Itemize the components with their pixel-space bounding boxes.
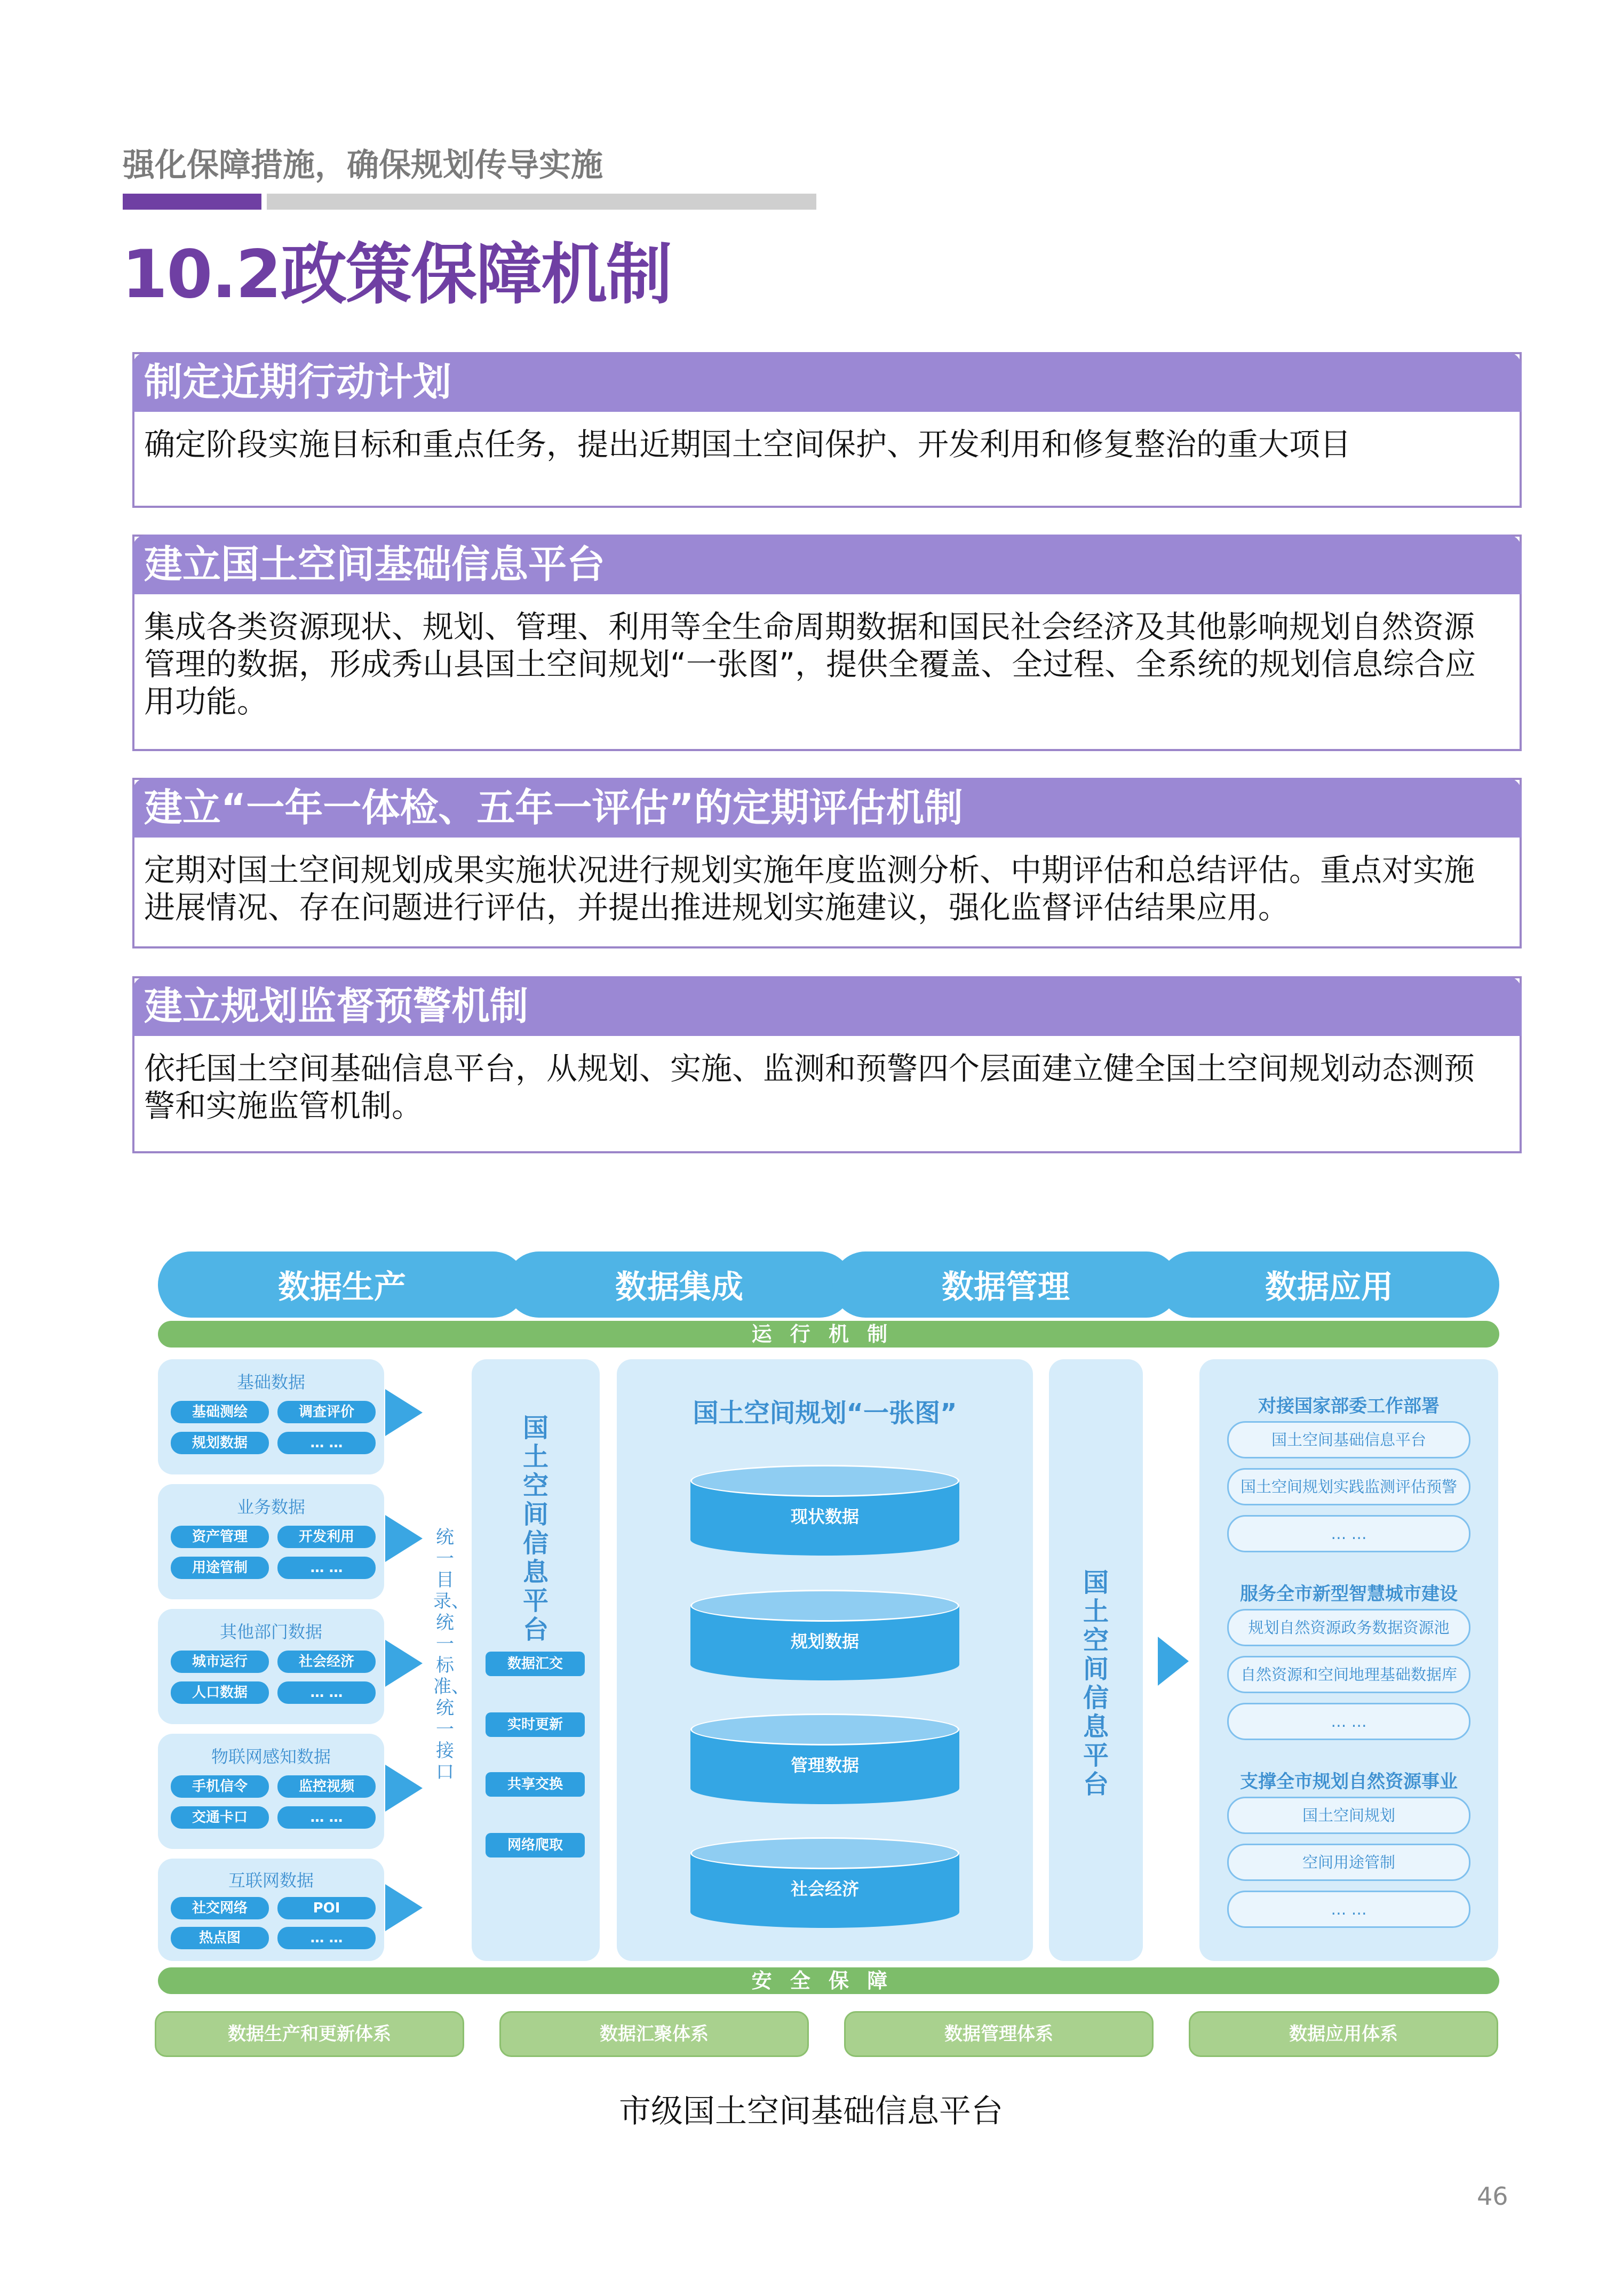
source-item: 社会经济 — [277, 1651, 376, 1673]
policy-title: 建立“一年一体检、五年一评估”的定期评估机制 — [132, 778, 1522, 838]
policy-box — [132, 535, 1522, 751]
source-title: 基础数据 — [236, 1372, 305, 1392]
page-number: 46 — [1477, 2182, 1508, 2211]
section-kicker: 强化保障措施，确保规划传导实施 — [123, 147, 603, 184]
source-item: 城市运行 — [171, 1651, 269, 1673]
source-item: 监控视频 — [277, 1775, 376, 1798]
source-item: 交通卡口 — [171, 1806, 269, 1829]
security-bar: 安全保障 — [158, 1967, 1499, 1994]
divider-bar — [267, 194, 816, 210]
system-box: 数据管理体系 — [844, 2011, 1154, 2057]
source-item: 社交网络 — [171, 1897, 269, 1919]
source-item: … … — [277, 1432, 376, 1454]
unify-label: 统一目录、统一标准、统一接口 — [433, 1527, 470, 1783]
arrow-right-icon — [385, 1765, 423, 1812]
source-item: 热点图 — [171, 1927, 269, 1949]
arrow-right-icon — [385, 1884, 423, 1931]
policy-body: 依托国土空间基础信息平台，从规划、实施、监测和预警四个层面建立健全国土空间规划动态测预警和实施监管机制。 — [144, 1050, 1475, 1124]
policy-title: 建立国土空间基础信息平台 — [132, 535, 1522, 594]
source-title: 互联网数据 — [228, 1870, 314, 1891]
application-item: 空间用途管制 — [1227, 1844, 1470, 1881]
phase-data-application: 数据应用 — [1159, 1251, 1499, 1318]
source-item: 资产管理 — [171, 1526, 269, 1548]
operation-mechanism-bar: 运行机制 — [158, 1321, 1499, 1348]
application-item: 规划自然资源政务数据资源池 — [1227, 1609, 1470, 1646]
source-item: … … — [277, 1681, 376, 1704]
system-box: 数据汇聚体系 — [499, 2011, 809, 2057]
application-item: 自然资源和空间地理基础数据库 — [1227, 1656, 1470, 1693]
application-item: 国土空间规划 — [1227, 1797, 1470, 1834]
policy-title: 制定近期行动计划 — [132, 352, 1522, 412]
source-item: 调查评价 — [277, 1401, 376, 1423]
source-item: POI — [277, 1897, 376, 1919]
one-map-title: 国土空间规划“一张图” — [693, 1398, 957, 1428]
platform-tag: 共享交换 — [486, 1772, 585, 1797]
application-item: … … — [1227, 1515, 1470, 1552]
source-title: 其他部门数据 — [219, 1622, 322, 1642]
policy-title: 建立规划监督预警机制 — [132, 976, 1522, 1036]
system-box: 数据应用体系 — [1189, 2011, 1498, 2057]
policy-box — [132, 352, 1522, 508]
database-cylinder — [690, 1590, 959, 1680]
application-heading: 支撑全市规划自然资源事业 — [1240, 1771, 1458, 1792]
policy-body: 定期对国土空间规划成果实施状况进行规划实施年度监测分析、中期评估和总结评估。重点对实施进展情况、存在问题进行评估，并提出推进规划实施建议，强化监督评估结果应用。 — [144, 852, 1475, 926]
phase-data-management: 数据管理 — [832, 1251, 1179, 1318]
phase-data-integration: 数据集成 — [506, 1251, 853, 1318]
arrow-right-icon — [385, 1640, 423, 1687]
application-item: … … — [1227, 1703, 1470, 1740]
source-item: 人口数据 — [171, 1681, 269, 1704]
database-cylinder — [690, 1837, 959, 1928]
right-platform-title: 国土空间信息平台 — [1083, 1568, 1109, 1799]
cylinder-label: 现状数据 — [790, 1506, 859, 1527]
source-item: 基础测绘 — [171, 1401, 269, 1423]
phase-data-production: 数据生产 — [158, 1251, 526, 1318]
platform-tag: 实时更新 — [486, 1712, 585, 1737]
section-title: 10.2政策保障机制 — [122, 236, 671, 313]
source-item: 规划数据 — [171, 1432, 269, 1454]
policy-body: 确定阶段实施目标和重点任务，提出近期国土空间保护、开发利用和修复整治的重大项目 — [144, 426, 1351, 463]
application-item: 国土空间基础信息平台 — [1227, 1421, 1470, 1458]
source-item: 手机信令 — [171, 1775, 269, 1798]
source-title: 业务数据 — [236, 1497, 305, 1517]
platform-tag: 网络爬取 — [486, 1833, 585, 1857]
policy-box — [132, 778, 1522, 948]
cylinder-label: 管理数据 — [790, 1755, 859, 1775]
source-title: 物联网感知数据 — [211, 1747, 331, 1767]
left-platform-title: 国土空间信息平台 — [522, 1413, 548, 1645]
policy-box — [132, 976, 1522, 1153]
arrow-right-icon — [1158, 1637, 1189, 1686]
application-heading: 服务全市新型智慧城市建设 — [1240, 1583, 1458, 1605]
system-box: 数据生产和更新体系 — [155, 2011, 464, 2057]
source-item: … … — [277, 1927, 376, 1949]
application-item: 国土空间规划实践监测评估预警 — [1227, 1468, 1470, 1505]
database-cylinder — [690, 1713, 959, 1804]
source-item: … … — [277, 1806, 376, 1829]
arrow-right-icon — [385, 1389, 423, 1436]
source-item: 用途管制 — [171, 1557, 269, 1579]
arrow-right-icon — [385, 1515, 423, 1562]
application-item: … … — [1227, 1891, 1470, 1928]
source-item: … … — [277, 1557, 376, 1579]
application-heading: 对接国家部委工作部署 — [1258, 1396, 1440, 1417]
diagram-caption: 市级国土空间基础信息平台 — [619, 2093, 1003, 2130]
source-item: 开发利用 — [277, 1526, 376, 1548]
cylinder-label: 规划数据 — [790, 1631, 859, 1652]
database-cylinder — [690, 1465, 959, 1556]
policy-body: 集成各类资源现状、规划、管理、利用等全生命周期数据和国民社会经济及其他影响规划自然资源管理的数据，形成秀山县国土空间规划“一张图”，提供全覆盖、全过程、全系统的规划信息综合应用功能。 — [144, 609, 1476, 720]
platform-tag: 数据汇交 — [486, 1652, 585, 1676]
cylinder-label: 社会经济 — [790, 1879, 859, 1899]
accent-bar — [123, 194, 261, 210]
